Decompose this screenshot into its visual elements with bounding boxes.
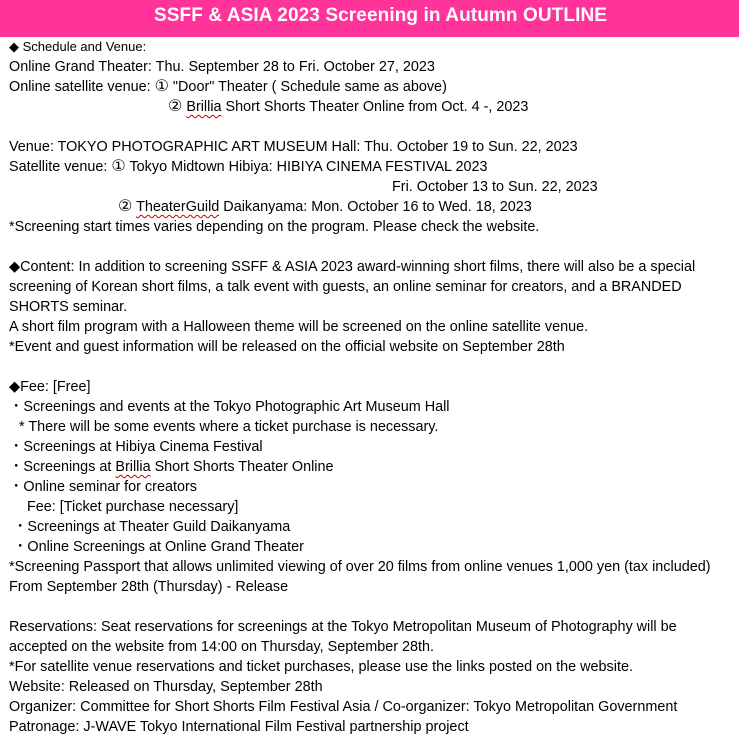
outline-body: [9, 37, 737, 737]
schedule-heading: ◆ Schedule and Venue:: [9, 39, 147, 54]
patronage-line: Patronage: J-WAVE Tokyo International Film Festival partnership project: [9, 719, 469, 735]
organizer-line: Organizer: Committee for Short Shorts Film Festival Asia / Co-organizer: Tokyo Metropolitan Government: [9, 699, 678, 715]
midtown-dates: Fri. October 13 to Sun. 22, 2023: [392, 179, 598, 195]
halloween-line: A short film program with a Halloween theme will be screened on the online satellite venue.: [9, 319, 589, 335]
title-bar: [0, 0, 739, 37]
reservations-para: Reservations: Seat reservations for screenings at the Tokyo Metropolitan Museum of Photography will be accepted on the website from 14:00 on Thursday, September 28th.: [9, 619, 677, 655]
paid-item-theaterguild: ・Screenings at Theater Guild Daikanyama: [13, 519, 291, 535]
website-line: Website: Released on Thursday, September 28th: [9, 679, 323, 695]
door-theater: "Door" Theater ( Schedule same as above): [168, 79, 447, 95]
fee-item-hibiya: ・Screenings at Hibiya Cinema Festival: [9, 439, 263, 455]
fee-item-museum-note: * There will be some events where a ticket purchase is necessary.: [19, 419, 439, 435]
number-2: ②: [168, 98, 183, 115]
fee-item-seminar: ・Online seminar for creators: [9, 479, 197, 495]
passport-note: *Screening Passport that allows unlimited viewing of over 20 films from online venues 1,000 yen (tax included) From September 28th (Thursday) - Release: [9, 559, 711, 595]
satellite-label: Online satellite venue:: [9, 79, 155, 95]
number-1: ①: [154, 78, 169, 95]
fee-item-museum: ・Screenings and events at the Tokyo Photographic Art Museum Hall: [9, 399, 450, 415]
number-2b: ②: [118, 198, 133, 215]
grand-theater-line: Online Grand Theater: Thu. September 28 to Fri. October 27, 2023: [9, 59, 435, 75]
theaterguild-line: [9, 197, 737, 217]
content-para: ◆Content: In addition to screening SSFF & ASIA 2023 award-winning short films, there will also be a special screening of Korean short films, a talk event with guests, an online seminar for creators, and a BRANDED SHORTS seminar.: [9, 259, 696, 315]
fee-item-brillia-post: Short Shorts Theater Online: [150, 459, 334, 475]
theaterguild-word: TheaterGuild: [136, 199, 220, 215]
paid-fee-heading: Fee: [Ticket purchase necessary]: [27, 499, 239, 515]
page-title: SSFF & ASIA 2023 Screening in Autumn OUTLINE: [154, 5, 608, 26]
spacer: [9, 357, 737, 377]
spacer: [9, 117, 737, 137]
brillia-word: Brillia: [186, 99, 222, 115]
satellite-reservation-note: *For satellite venue reservations and ticket purchases, please use the links posted on the website.: [9, 659, 633, 675]
event-info-line: *Event and guest information will be released on the official website on September 28th: [9, 339, 565, 355]
brillia-line: [9, 97, 737, 117]
midtown-line: [9, 157, 737, 177]
sat-label: Satellite venue:: [9, 159, 112, 175]
venue-hall-line: Venue: TOKYO PHOTOGRAPHIC ART MUSEUM Hall: Thu. October 19 to Sun. 22, 2023: [9, 139, 578, 155]
fee-heading: ◆Fee: [Free]: [9, 379, 91, 395]
spacer: [9, 237, 737, 257]
midtown-venue: Tokyo Midtown Hibiya: HIBIYA CINEMA FESTIVAL 2023: [125, 159, 488, 175]
fee-brillia-word: Brillia: [115, 459, 151, 475]
fee-item-brillia: [9, 457, 737, 477]
brillia-rest: Short Shorts Theater Online from Oct. 4 -, 2023: [221, 99, 529, 115]
number-1b: ①: [111, 158, 126, 175]
daikanyama-dates: Daikanyama: Mon. October 16 to Wed. 18, 2023: [219, 199, 532, 215]
spacer: [9, 597, 737, 617]
schedule-note: *Screening start times varies depending on the program. Please check the website.: [9, 219, 540, 235]
fee-item-brillia-pre: ・Screenings at: [9, 459, 116, 475]
satellite-venue-line: [9, 77, 737, 97]
paid-item-grand-theater: ・Online Screenings at Online Grand Theater: [13, 539, 304, 555]
